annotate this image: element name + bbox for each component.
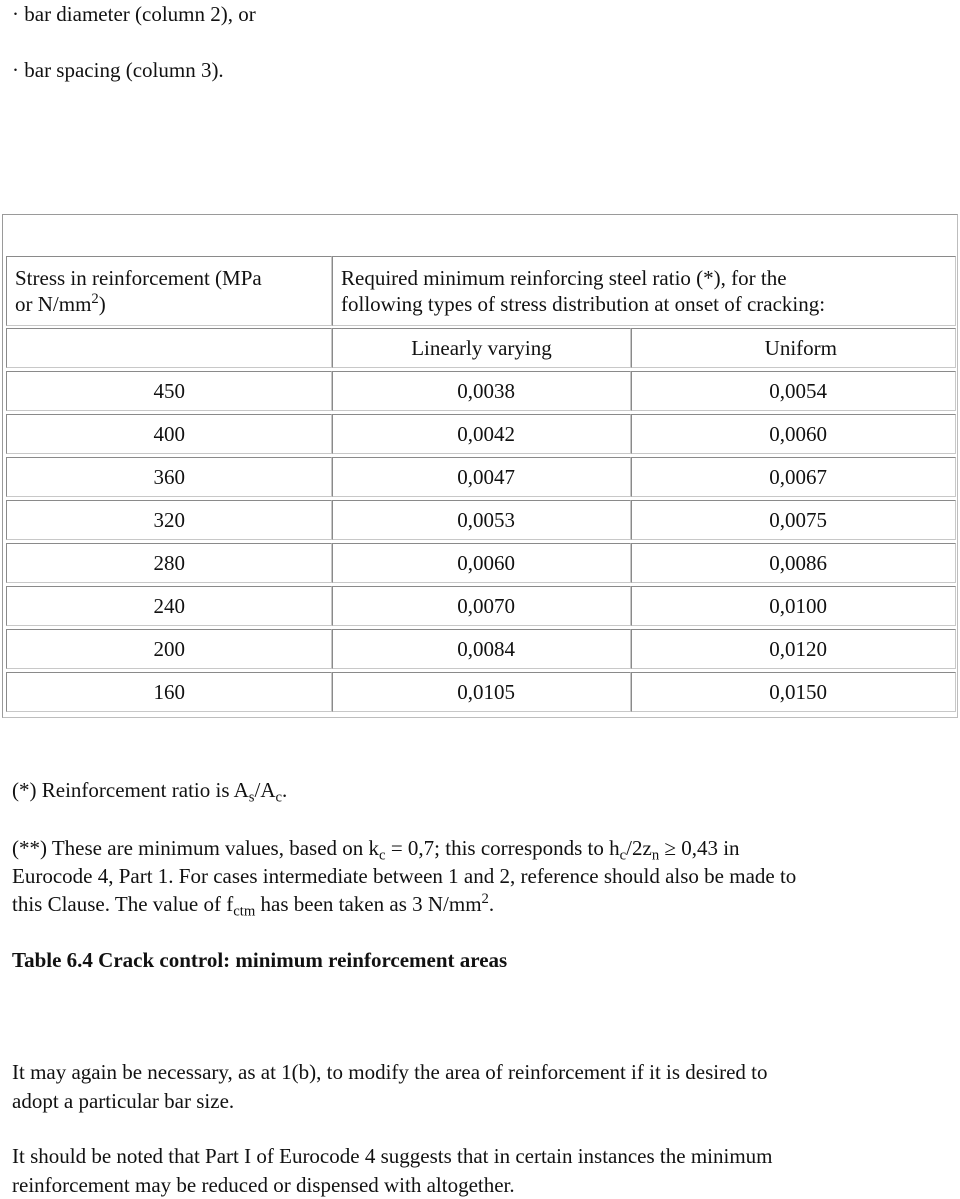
note-min-text-a: (**) These are minimum values, based on k <box>12 836 380 860</box>
uniform-value: 0,0086 <box>769 550 827 575</box>
linear-value: 0,0053 <box>457 507 515 532</box>
header-stress-line2: or N/mm <box>15 292 92 316</box>
header-ratio-cell <box>332 256 956 326</box>
note-min-sup-2: 2 <box>481 890 489 907</box>
table-cell-uniform <box>631 672 956 712</box>
paragraph2-line2: reinforcement may be reduced or dispensed with altogether. <box>12 1173 515 1197</box>
table-cell-linear <box>332 500 631 540</box>
linear-value: 0,0060 <box>457 550 515 575</box>
stress-value: 360 <box>153 464 185 489</box>
note-ratio <box>12 776 287 804</box>
note-min-l3-c: . <box>488 892 495 916</box>
uniform-value: 0,0100 <box>769 593 827 618</box>
table-cell-linear <box>332 414 631 454</box>
note-minimum-line2: Eurocode 4, Part 1. For cases intermediate between 1 and 2, reference should also be made to <box>12 864 797 888</box>
table-cell-stress <box>6 586 332 626</box>
note-ratio-slash: /A <box>254 778 276 802</box>
header-ratio-line1: Required minimum reinforcing steel ratio (*), for the <box>341 266 787 290</box>
uniform-value: 0,0060 <box>769 421 827 446</box>
subheader-uniform: Uniform <box>764 335 837 360</box>
paragraph2-line1: It should be noted that Part I of Eurocode 4 suggests that in certain instances the minimum <box>12 1144 773 1168</box>
table-cell-linear <box>332 586 631 626</box>
note-min-l3-a: this Clause. The value of f <box>12 892 234 916</box>
table-cell-stress <box>6 543 332 583</box>
linear-value: 0,0105 <box>457 679 515 704</box>
table-cell-stress <box>6 371 332 411</box>
note-min-sub-hc: c <box>619 847 627 864</box>
note-minimum-line1 <box>12 834 740 862</box>
subheader-empty-cell <box>6 328 332 368</box>
uniform-value: 0,0150 <box>769 679 827 704</box>
table-cell-uniform <box>631 586 956 626</box>
table-cell-uniform <box>631 629 956 669</box>
table-cell-linear <box>332 672 631 712</box>
header-ratio-line2: following types of stress distribution at onset of cracking: <box>341 292 826 316</box>
bullet-bar-spacing: · bar spacing (column 3). <box>12 58 224 82</box>
table-cell-uniform <box>631 371 956 411</box>
subheader-uniform-cell <box>631 328 956 368</box>
table-cell-uniform <box>631 457 956 497</box>
stress-value: 240 <box>153 593 185 618</box>
stress-value: 320 <box>153 507 185 532</box>
linear-value: 0,0042 <box>457 421 515 446</box>
table-cell-stress <box>6 457 332 497</box>
stress-value: 200 <box>153 636 185 661</box>
note-min-text-c: /2z <box>626 836 652 860</box>
linear-value: 0,0070 <box>457 593 515 618</box>
uniform-value: 0,0120 <box>769 636 827 661</box>
uniform-value: 0,0075 <box>769 507 827 532</box>
paragraph1-line1: It may again be necessary, as at 1(b), to modify the area of reinforcement if it is desired to <box>12 1060 768 1084</box>
table-cell-stress <box>6 414 332 454</box>
note-ratio-sub-s: s <box>248 789 255 806</box>
paragraph1-line2: adopt a particular bar size. <box>12 1089 235 1113</box>
note-ratio-sub-c: c <box>275 789 283 806</box>
subheader-linear-cell <box>332 328 631 368</box>
table-cell-uniform <box>631 414 956 454</box>
note-minimum-line3 <box>12 890 494 918</box>
note-min-sub-kc: c <box>379 847 386 864</box>
table-cell-linear <box>332 371 631 411</box>
linear-value: 0,0047 <box>457 464 515 489</box>
linear-value: 0,0038 <box>457 378 515 403</box>
stress-value: 400 <box>153 421 185 446</box>
stress-value: 160 <box>153 679 185 704</box>
header-stress-close: ) <box>98 292 106 316</box>
table-cell-linear <box>332 629 631 669</box>
linear-value: 0,0084 <box>457 636 515 661</box>
header-stress-line1: Stress in reinforcement (MPa <box>15 266 262 290</box>
table-cell-uniform <box>631 543 956 583</box>
header-stress-sup: 2 <box>91 290 99 307</box>
uniform-value: 0,0054 <box>769 378 827 403</box>
table-cell-stress <box>6 672 332 712</box>
bullet-bar-diameter: · bar diameter (column 2), or <box>12 2 256 26</box>
note-ratio-period: . <box>282 778 288 802</box>
note-min-text-d: ≥ 0,43 in <box>659 836 740 860</box>
note-ratio-text: (*) Reinforcement ratio is A <box>12 778 249 802</box>
table-caption: Table 6.4 Crack control: minimum reinforcement areas <box>12 948 508 972</box>
note-min-l3-b: has been taken as 3 N/mm <box>255 892 482 916</box>
note-min-sub-ctm: ctm <box>233 903 256 920</box>
subheader-linear: Linearly varying <box>411 335 552 360</box>
note-min-sub-zn: n <box>651 847 660 864</box>
table-cell-uniform <box>631 500 956 540</box>
table-cell-linear <box>332 543 631 583</box>
note-min-text-b: = 0,7; this corresponds to h <box>385 836 620 860</box>
stress-value: 450 <box>153 378 185 403</box>
table-cell-stress <box>6 629 332 669</box>
uniform-value: 0,0067 <box>769 464 827 489</box>
stress-value: 280 <box>153 550 185 575</box>
header-stress-cell <box>6 256 332 326</box>
table-cell-linear <box>332 457 631 497</box>
table-cell-stress <box>6 500 332 540</box>
